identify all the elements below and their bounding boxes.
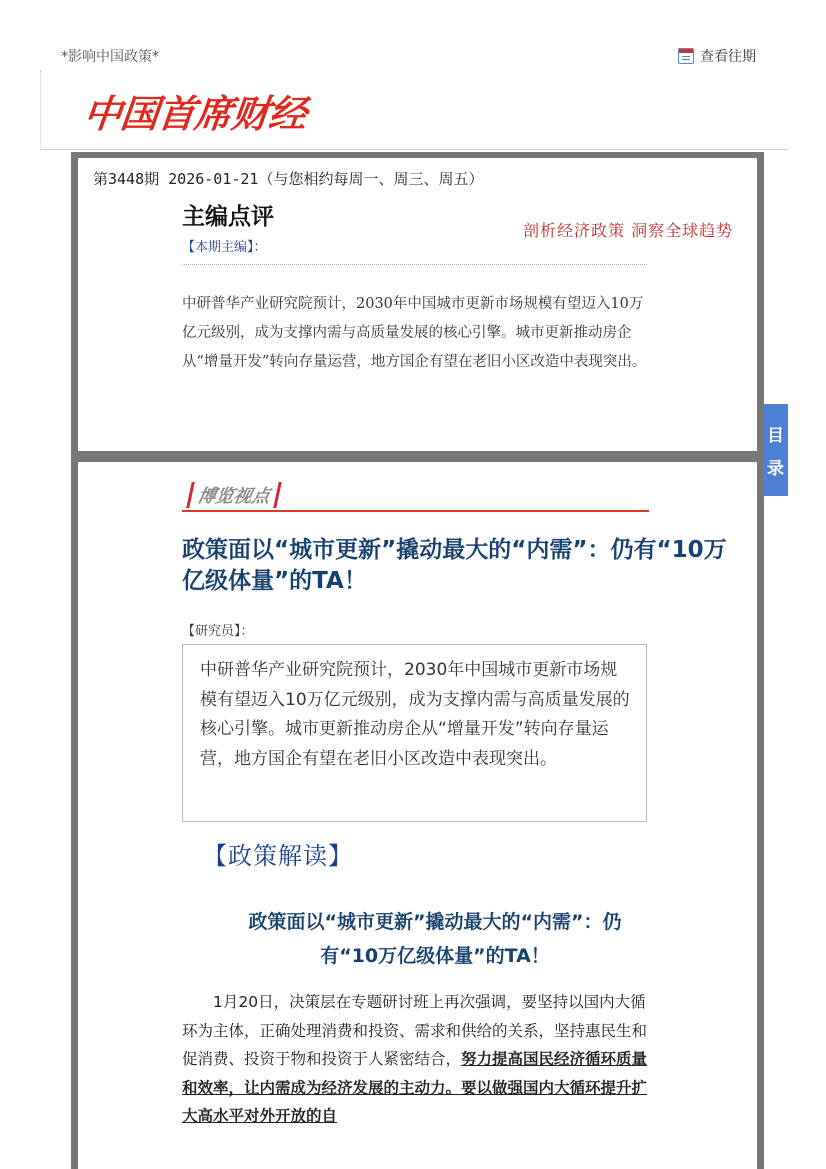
motto-text: 剖析经济政策 洞察全球趋势 (523, 221, 734, 240)
calendar-icon (678, 48, 694, 64)
table-of-contents-tab[interactable] (763, 404, 788, 496)
editor-comment-panel (71, 152, 764, 457)
paragraph-text: 1月20日，决策层在专题研讨班上再次强调，要坚持以国内大循环为主体，正确处理消费和投资、需求和供给的关系，坚持惠民生和促消费、投资于物和投资于人紧密结合， (182, 993, 648, 1068)
section-tag-label: 博览视点 (186, 482, 282, 508)
researcher-label: 【研究员】： (182, 624, 254, 639)
article-panel (71, 456, 764, 1169)
brand-logo: 中国首席财经 (81, 92, 308, 136)
divider (182, 264, 647, 265)
section-tag (189, 482, 279, 508)
top-slogan: *影响中国政策* (61, 49, 159, 65)
article-subtitle: 政策面以“城市更新”撬动最大的“内需”：仍有“10万亿级体量”的TA！ (248, 911, 622, 967)
view-history-link[interactable] (678, 46, 756, 66)
decorative-dotted-line (40, 70, 42, 150)
policy-interpretation-label: 【政策解读】 (203, 842, 353, 870)
toc-char-2: 录 (767, 459, 784, 479)
issue-info: 第3448期 2026-01-21（与您相约每周一、周三、周五） (93, 170, 484, 188)
editor-comment-title: 主编点评 (182, 204, 274, 230)
chief-editor-label: 【本期主编】： (182, 240, 267, 255)
section-divider (182, 510, 649, 512)
view-history-label: 查看往期 (700, 49, 756, 65)
article-summary: 中研普华产业研究院预计，2030年中国城市更新市场规模有望迈入10万亿元级别，成为支撑内需与高质量发展的核心引擎。城市更新推动房企从“增量开发”转向存量运营，地方国企有望在老旧小区改造中表现突出。 (182, 644, 647, 822)
header-divider (40, 149, 788, 150)
article-title[interactable]: 政策面以“城市更新”撬动最大的“内需”：仍有“10万亿级体量”的TA！ (182, 537, 727, 594)
article-paragraph (182, 988, 649, 1131)
editor-comment-text: 中研普华产业研究院预计，2030年中国城市更新市场规模有望迈入10万亿元级别，成为支撑内需与高质量发展的核心引擎。城市更新推动房企从“增量开发”转向存量运营，地方国企有望在老旧小区改造中表现突出。 (182, 296, 647, 370)
toc-char-1: 目 (767, 426, 784, 446)
paragraph-emphasis: 努力提高国民经济循环质量和效率，让内需成为经济发展的主动力。要以做强国内大循环提升扩大高水平对外开放的自 (182, 1050, 648, 1125)
